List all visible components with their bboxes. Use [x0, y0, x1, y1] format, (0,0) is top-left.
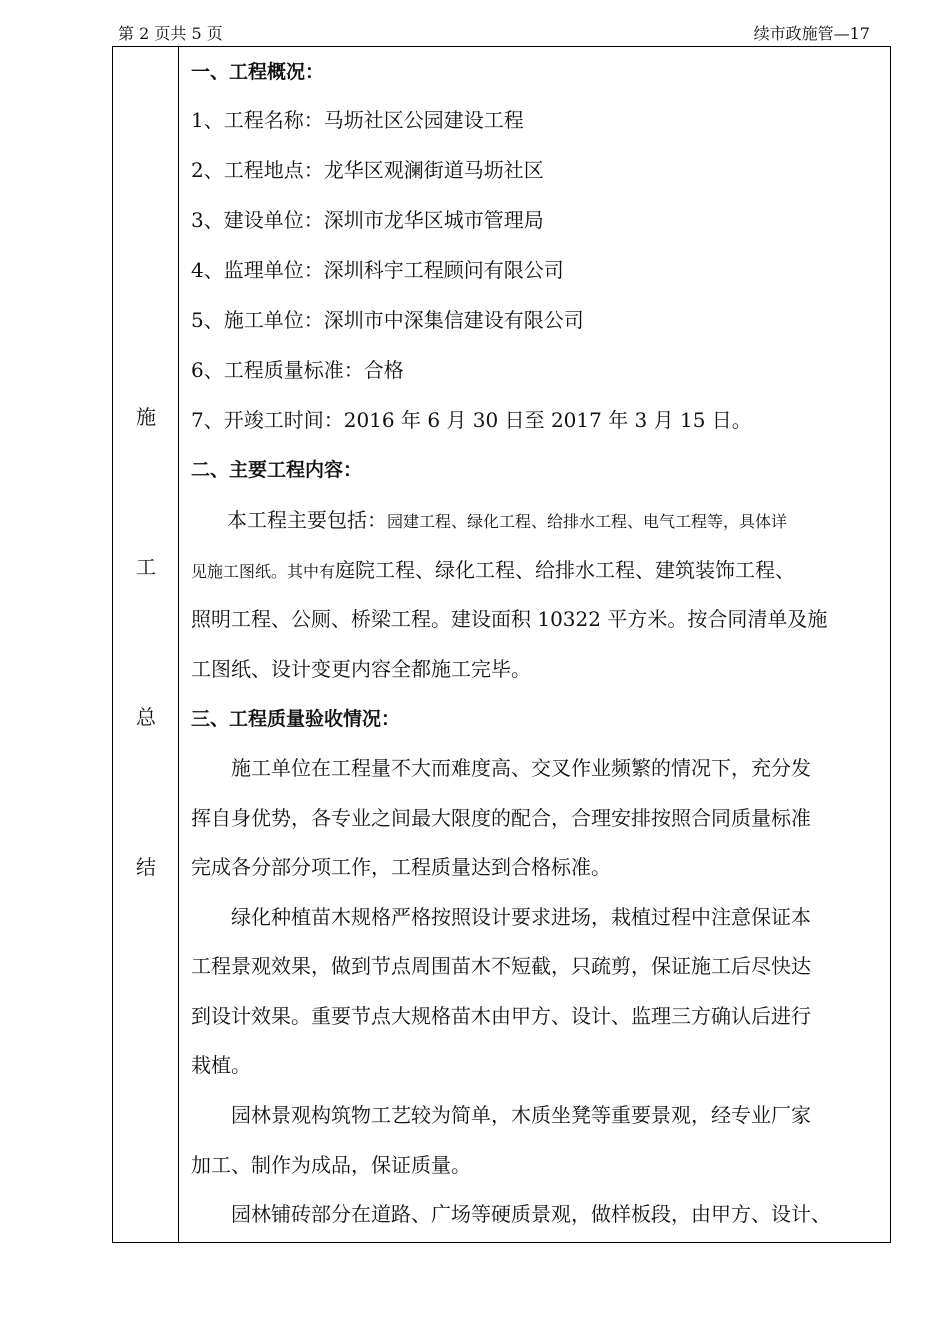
overview-item: 3、建设单位：深圳市龙华区城市管理局 — [191, 208, 544, 232]
paragraph-line: 绿化种植苗木规格严格按照设计要求进场，栽植过程中注意保证本 — [231, 905, 811, 929]
section-heading: 三、工程质量验收情况： — [191, 708, 401, 730]
paragraph-line: 挥自身优势，各专业之间最大限度的配合，合理安排按照合同质量标准 — [191, 806, 811, 830]
content-text: 庭院工程、绿化工程、给排水工程、建筑装饰工程、 — [335, 558, 796, 582]
section-heading: 二、主要工程内容： — [191, 459, 363, 481]
overview-item: 5、施工单位：深圳市中深集信建设有限公司 — [191, 308, 584, 332]
form-code: 续市政施管—17 — [753, 24, 870, 43]
page-header — [118, 22, 870, 46]
side-label-column — [113, 47, 179, 1242]
construction-summary-table — [112, 46, 891, 1243]
paragraph-line: 园林铺砖部分在道路、广场等硬质景观，做样板段，由甲方、设计、 — [231, 1202, 831, 1226]
content-line — [191, 557, 795, 585]
overview-item: 2、工程地点：龙华区观澜街道马坜社区 — [191, 158, 544, 182]
side-label-char: 施 — [136, 405, 156, 429]
content-line: 照明工程、公厕、桥梁工程。建设面积 10322 平方米。按合同清单及施 — [191, 607, 828, 631]
content-line: 工图纸、设计变更内容全都施工完毕。 — [191, 657, 531, 681]
content-line — [227, 507, 787, 535]
overview-item: 4、监理单位：深圳科宇工程顾问有限公司 — [191, 258, 564, 282]
overview-item: 1、工程名称：马坜社区公园建设工程 — [191, 108, 524, 132]
paragraph-line: 栽植。 — [191, 1053, 251, 1077]
paragraph-line: 工程景观效果，做到节点周围苗木不短截，只疏剪，保证施工后尽快达 — [191, 954, 811, 978]
content-small-text: 园建工程、绿化工程、给排水工程、电气工程等，具体详 — [387, 512, 788, 531]
side-label-char: 结 — [136, 855, 156, 879]
overview-item: 6、工程质量标准：合格 — [191, 358, 404, 382]
content-lead: 本工程主要包括： — [227, 508, 387, 532]
paragraph-line: 施工单位在工程量不大而难度高、交叉作业频繁的情况下，充分发 — [231, 756, 811, 780]
side-label-char: 总 — [136, 705, 156, 729]
content-small-text: 见施工图纸。其中有 — [191, 562, 336, 581]
side-label-char: 工 — [136, 555, 156, 579]
page-number: 第 2 页共 5 页 — [118, 24, 223, 43]
paragraph-line: 到设计效果。重要节点大规格苗木由甲方、设计、监理三方确认后进行 — [191, 1004, 811, 1028]
paragraph-line: 加工、制作为成品，保证质量。 — [191, 1153, 471, 1177]
section-heading: 一、工程概况： — [191, 61, 325, 83]
paragraph-line: 完成各分部分项工作，工程质量达到合格标准。 — [191, 855, 611, 879]
overview-item: 7、开竣工时间：2016 年 6 月 30 日至 2017 年 3 月 15 日。 — [191, 408, 752, 432]
paragraph-line: 园林景观构筑物工艺较为简单，木质坐凳等重要景观，经专业厂家 — [231, 1103, 811, 1127]
